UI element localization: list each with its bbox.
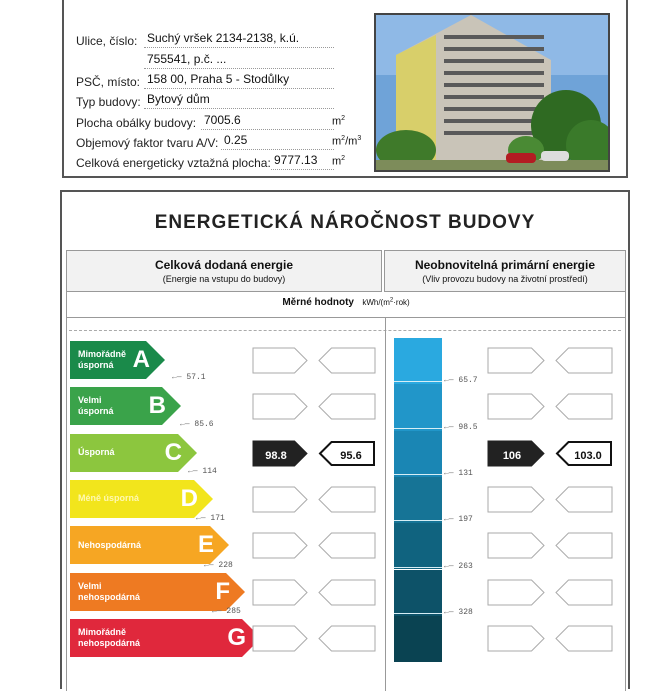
empty-value-box [487, 532, 545, 564]
primary-threshold-line [394, 567, 442, 568]
primary-threshold-line [394, 428, 442, 429]
right-column-header [384, 250, 626, 292]
page-title: ENERGETICKÁ NÁROČNOST BUDOVY [154, 212, 536, 233]
primary-energy-bar-segment [394, 384, 442, 430]
empty-value-box [555, 393, 613, 425]
empty-value-box [487, 393, 545, 425]
primary-threshold-label: ←— 197 [444, 515, 473, 525]
class-arrow-e [70, 526, 229, 564]
empty-value-box [555, 625, 613, 657]
class-name: Mimořádně úsporná [78, 349, 127, 370]
street-value: Suchý vršek 2134-2138, k.ú. [147, 31, 300, 45]
street-label: Ulice, číslo: [76, 34, 138, 48]
street-row [76, 34, 137, 48]
class-letter: E [197, 531, 214, 559]
primary-energy-bar-segment [394, 570, 442, 616]
class-arrow-f [70, 573, 245, 611]
primary-energy-value-dark [487, 440, 545, 472]
empty-value-box [487, 579, 545, 611]
street-value-2: 755541, p.č. ... [147, 52, 227, 66]
class-name: Velmi úsporná [78, 395, 114, 417]
primary-threshold-label: ←— 263 [444, 561, 473, 571]
factor-label: Objemový faktor tvaru A/V: [76, 136, 219, 150]
empty-value-box [487, 625, 545, 657]
class-name: Úsporná [78, 447, 115, 458]
left-column-header [66, 250, 382, 292]
delivered-energy-value-text: 98.8 [265, 449, 287, 462]
delivered-energy-value-dark [252, 440, 308, 472]
primary-threshold-line [394, 520, 442, 521]
delivered-threshold-label: ←— 171 [196, 513, 225, 523]
area-value: 7005.6 [204, 113, 241, 127]
empty-value-box [555, 486, 613, 518]
empty-value-box [555, 532, 613, 564]
class-name: Méně úsporná [78, 493, 140, 504]
empty-value-box [318, 347, 376, 379]
primary-threshold-label: ←— 65.7 [444, 376, 478, 386]
class-letter: A [132, 346, 150, 373]
empty-value-box [318, 579, 376, 611]
delivered-threshold-label: ←— 57.1 [172, 373, 206, 383]
type-value: Bytový dům [147, 92, 210, 106]
class-arrow-b [70, 387, 181, 425]
type-label: Typ budovy: [76, 95, 141, 109]
right-column-subtitle: (Vliv provozu budovy na životní prostředí) [422, 274, 588, 284]
primary-energy-value-text: 103.0 [574, 449, 602, 462]
left-column-subtitle: (Energie na vstupu do budovy) [162, 274, 286, 284]
area-label: Plocha obálky budovy: [76, 116, 197, 130]
specific-values-header [66, 292, 626, 318]
primary-threshold-line [394, 474, 442, 475]
class-arrow-a [70, 341, 165, 379]
empty-value-box [555, 579, 613, 611]
class-letter: C [164, 438, 182, 466]
delivered-energy-value-light [318, 440, 376, 472]
class-arrow-c [70, 434, 197, 472]
primary-energy-bar-segment [394, 523, 442, 569]
primary-energy-value-light [555, 440, 613, 472]
delivered-threshold-label: ←— 228 [204, 560, 233, 570]
class-name: Mimořádně nehospodárná [78, 626, 141, 648]
primary-energy-bar-segment [394, 477, 442, 523]
primary-threshold-line [394, 613, 442, 614]
primary-threshold-line [394, 381, 442, 382]
primary-energy-bar-segment [394, 338, 442, 387]
class-letter: D [180, 484, 198, 512]
empty-value-box [252, 579, 308, 611]
energy-area-label: Celková energeticky vztažná plocha: [76, 156, 271, 170]
energy-area-value: 9777.13 [274, 153, 318, 167]
factor-value: 0.25 [224, 133, 248, 147]
delivered-threshold-label: ←— 114 [188, 466, 217, 476]
delivered-threshold-label: ←— 285 [212, 607, 241, 617]
empty-value-box [318, 625, 376, 657]
psc-value: 158 00, Praha 5 - Stodůlky [147, 72, 290, 86]
empty-value-box [318, 393, 376, 425]
class-arrow-d [70, 480, 213, 518]
primary-threshold-label: ←— 328 [444, 607, 473, 617]
empty-value-box [555, 347, 613, 379]
class-letter: G [227, 623, 246, 651]
class-letter: F [215, 577, 230, 605]
unit-label: kWh/$(m^2\cdot rok)$ [362, 297, 410, 307]
specific-values-label: Měrné hodnoty [282, 297, 354, 308]
energy-area-unit: $m^2$ [332, 155, 346, 168]
primary-threshold-label: ←— 98.5 [444, 422, 478, 432]
empty-value-box [318, 486, 376, 518]
class-letter: B [148, 392, 166, 420]
empty-value-box [252, 347, 308, 379]
primary-threshold-label: ←— 131 [444, 468, 473, 478]
primary-energy-bar-segment [394, 431, 442, 477]
empty-value-box [252, 393, 308, 425]
class-name: Nehospodárná [78, 539, 142, 550]
delivered-energy-value-text: 95.6 [340, 449, 362, 462]
right-column-title: Neobnovitelná primární energie [414, 258, 596, 272]
primary-energy-bar-segment [394, 616, 442, 662]
class-name: Velmi nehospodárná [78, 580, 141, 602]
building-photo [374, 13, 610, 172]
empty-value-box [487, 347, 545, 379]
empty-value-box [252, 532, 308, 564]
primary-energy-value-text: 106 [502, 449, 522, 462]
empty-value-box [318, 532, 376, 564]
left-column-title: Celková dodaná energie [154, 258, 294, 272]
empty-value-box [252, 486, 308, 518]
delivered-threshold-label: ←— 85.6 [180, 420, 214, 430]
area-unit: $m^2$ [332, 115, 346, 128]
psc-label: PSČ, místo: [76, 75, 141, 89]
factor-unit: $m^2/m^3$ [332, 135, 362, 148]
empty-value-box [487, 486, 545, 518]
empty-value-box [252, 625, 308, 657]
class-arrow-g [70, 619, 261, 657]
